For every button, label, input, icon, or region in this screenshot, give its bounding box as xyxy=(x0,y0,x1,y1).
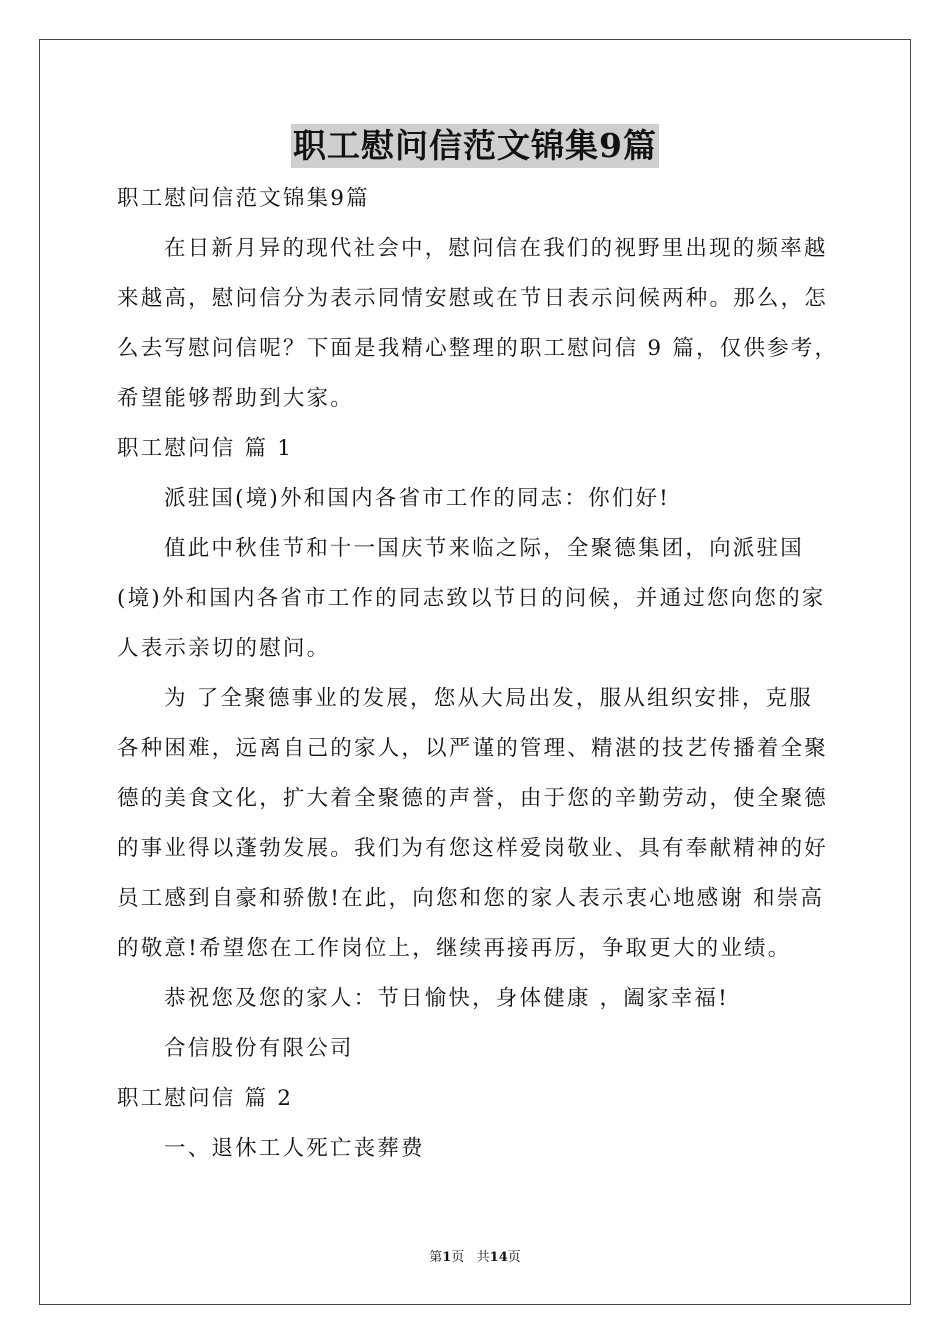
body-line: 员工感到自豪和骄傲!在此，向您和您的家人表示衷心地感谢 和崇高 xyxy=(117,886,825,911)
body-line: 的敬意!希望您在工作岗位上，继续再接再厉，争取更大的业绩。 xyxy=(117,936,792,961)
body-line: 恭祝您及您的家人：节日愉快，身体健康 ，阖家幸福! xyxy=(164,986,729,1011)
body-line: 希望能够帮助到大家。 xyxy=(117,386,355,411)
body-line: 各种困难，远离自己的家人，以严谨的管理、精湛的技艺传播着全聚 xyxy=(117,736,829,761)
body-line: 来越高，慰问信分为表示同情安慰或在节日表示问候两种。那么，怎 xyxy=(117,286,829,311)
footer-total-pages: 14 xyxy=(489,1250,508,1265)
body-line: 人表示亲切的慰问。 xyxy=(117,636,331,661)
page-footer xyxy=(0,1246,950,1265)
section-heading: 职工慰问信 篇 2 xyxy=(117,1086,294,1111)
footer-middle: 页 共 xyxy=(451,1250,490,1265)
footer-suffix: 页 xyxy=(507,1250,521,1265)
section-heading: 职工慰问信 篇 1 xyxy=(117,436,294,461)
body-line: 派驻国(境)外和国内各省市工作的同志：你们好! xyxy=(164,486,671,511)
body-line: 德的美食文化，扩大着全聚德的声誉，由于您的辛勤劳动，使全聚德 xyxy=(117,786,829,811)
body-line: (境)外和国内各省市工作的同志致以节日的问候，并通过您向您的家 xyxy=(117,586,826,611)
body-line: 在日新月异的现代社会中，慰问信在我们的视野里出现的频率越 xyxy=(164,236,828,261)
signature-line: 合信股份有限公司 xyxy=(164,1036,354,1061)
footer-page-number: 1 xyxy=(442,1250,452,1265)
body-line: 一、退休工人死亡丧葬费 xyxy=(164,1136,425,1161)
document-title: 职工慰问信范文锦集9篇 xyxy=(291,124,659,168)
body-line: 么去写慰问信呢？下面是我精心整理的职工慰问信 9 篇，仅供参考， xyxy=(117,336,839,361)
body-line: 职工慰问信范文锦集9篇 xyxy=(117,186,370,211)
title-container xyxy=(0,124,950,168)
footer-prefix: 第 xyxy=(429,1250,443,1265)
body-line: 的事业得以蓬勃发展。我们为有您这样爱岗敬业、具有奉献精神的好 xyxy=(117,836,829,861)
body-line: 为 了全聚德事业的发展，您从大局出发，服从组织安排，克服 xyxy=(164,686,813,711)
document-body xyxy=(117,174,839,1174)
body-line: 值此中秋佳节和十一国庆节来临之际，全聚德集团，向派驻国 xyxy=(164,536,804,561)
